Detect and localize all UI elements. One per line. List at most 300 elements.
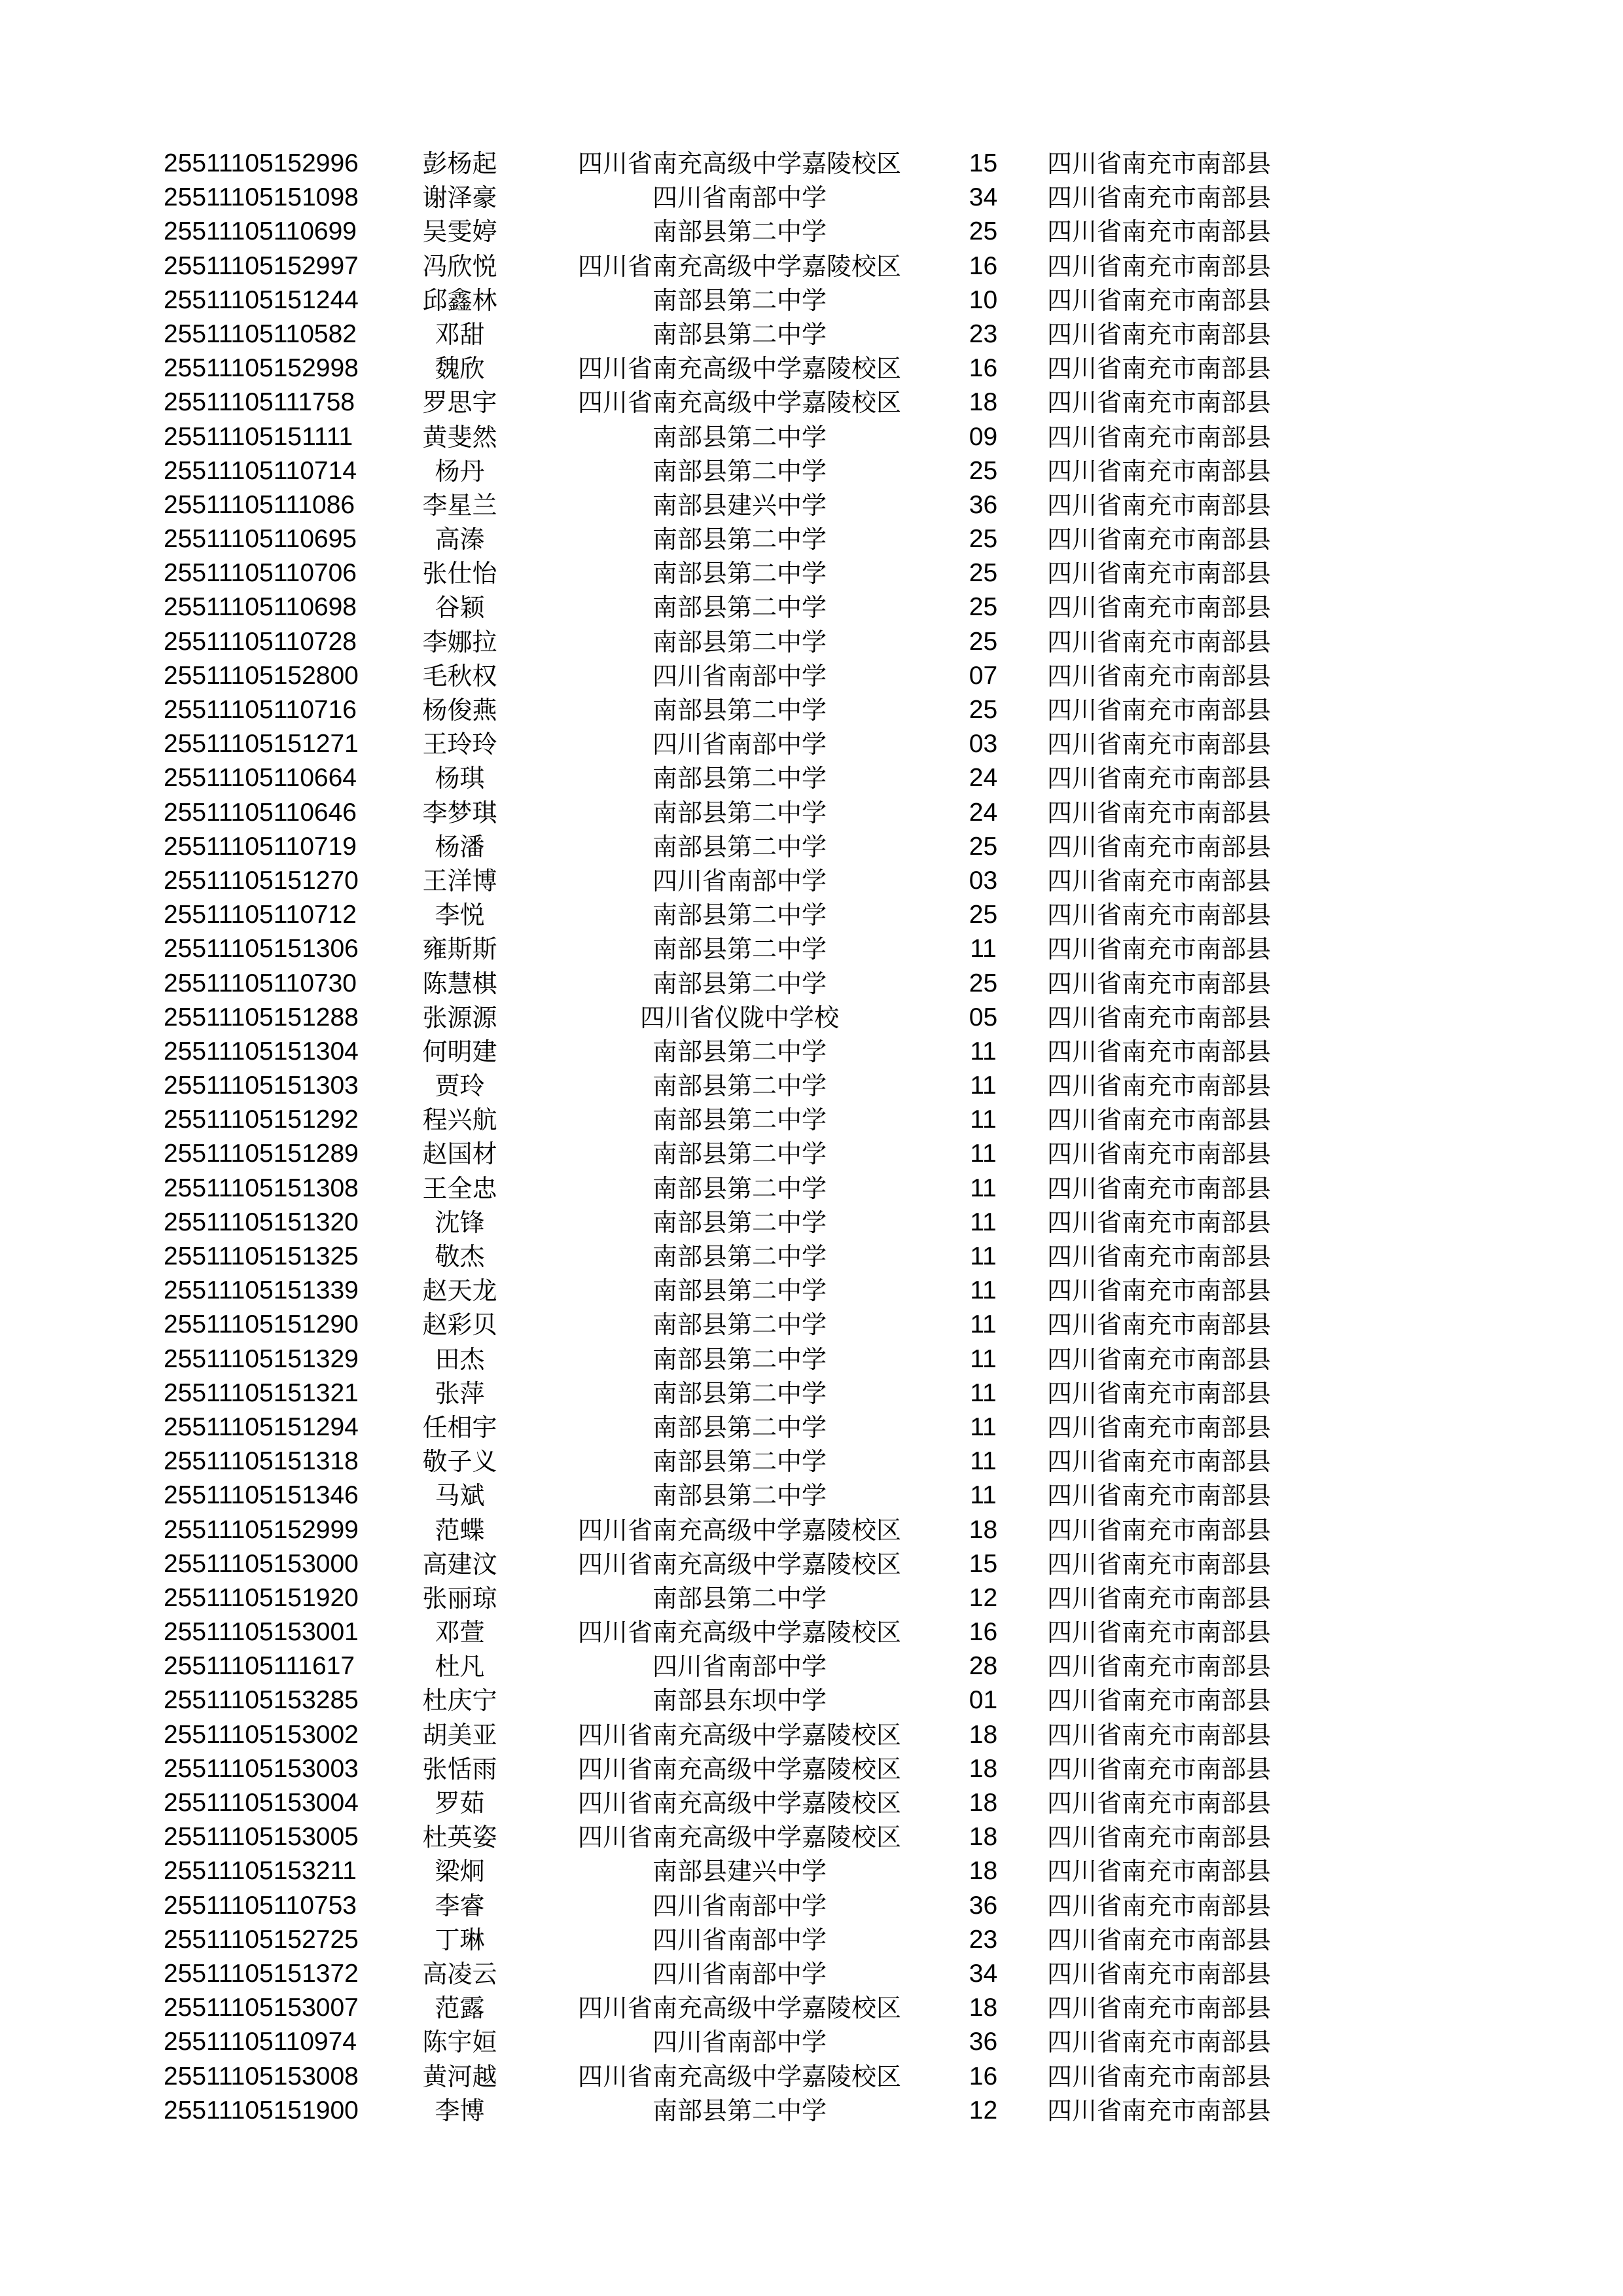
student-name-cell: 马斌 bbox=[435, 1481, 485, 1511]
class-code-cell: 34 bbox=[969, 183, 998, 212]
exam-id-cell: 25511105152998 bbox=[164, 354, 359, 383]
exam-id-cell: 25511105151325 bbox=[164, 1242, 359, 1270]
region-cell: 四川省南充市南部县 bbox=[1047, 1618, 1272, 1647]
region-cell: 四川省南充市南部县 bbox=[1047, 2028, 1272, 2057]
school-cell: 四川省南部中学 bbox=[652, 1891, 827, 1920]
region-cell: 四川省南充市南部县 bbox=[1047, 456, 1272, 486]
class-code-cell: 18 bbox=[969, 1789, 998, 1817]
school-cell: 四川省南部中学 bbox=[652, 730, 827, 759]
student-name-cell: 罗思宇 bbox=[422, 388, 497, 418]
class-code-cell: 11 bbox=[970, 1139, 997, 1168]
region-cell: 四川省南充市南部县 bbox=[1047, 1549, 1272, 1579]
student-name-cell: 邱鑫林 bbox=[422, 285, 497, 315]
school-cell: 四川省南充高级中学嘉陵校区 bbox=[577, 149, 901, 178]
student-name-cell: 张丽琼 bbox=[422, 1583, 497, 1613]
table-row bbox=[0, 1820, 1623, 1854]
table-row bbox=[0, 1991, 1623, 2025]
school-cell: 南部县建兴中学 bbox=[652, 1857, 827, 1886]
table-row bbox=[0, 215, 1623, 249]
region-cell: 四川省南充市南部县 bbox=[1047, 1652, 1272, 1681]
student-name-cell: 魏欣 bbox=[435, 354, 485, 384]
region-cell: 四川省南充市南部县 bbox=[1047, 1344, 1272, 1374]
student-name-cell: 范露 bbox=[435, 1994, 485, 2023]
student-name-cell: 毛秋权 bbox=[422, 661, 497, 691]
school-cell: 南部县第二中学 bbox=[652, 935, 827, 964]
school-cell: 四川省南充高级中学嘉陵校区 bbox=[577, 2062, 901, 2091]
table-row bbox=[0, 420, 1623, 454]
table-row bbox=[0, 761, 1623, 795]
class-code-cell: 11 bbox=[970, 1276, 997, 1305]
class-code-cell: 12 bbox=[969, 2096, 998, 2125]
student-name-cell: 黄河越 bbox=[422, 2062, 497, 2091]
class-code-cell: 23 bbox=[969, 319, 998, 348]
table-row bbox=[0, 1683, 1623, 1717]
class-code-cell: 11 bbox=[970, 1071, 997, 1100]
exam-id-cell: 25511105111758 bbox=[164, 388, 355, 417]
table-row bbox=[0, 454, 1623, 488]
student-name-cell: 何明建 bbox=[422, 1037, 497, 1066]
exam-id-cell: 25511105110712 bbox=[164, 901, 357, 929]
region-cell: 四川省南充市南部县 bbox=[1047, 1412, 1272, 1442]
school-cell: 南部县第二中学 bbox=[652, 1037, 827, 1066]
student-name-cell: 高建汶 bbox=[422, 1549, 497, 1579]
exam-id-cell: 25511105153005 bbox=[164, 1823, 359, 1852]
exam-id-cell: 25511105110664 bbox=[164, 764, 357, 793]
region-cell: 四川省南充市南部县 bbox=[1047, 1891, 1272, 1920]
region-cell: 四川省南充市南部县 bbox=[1047, 1276, 1272, 1306]
exam-id-cell: 25511105151290 bbox=[164, 1310, 359, 1339]
school-cell: 四川省仪陇中学校 bbox=[639, 1003, 839, 1032]
table-row bbox=[0, 1923, 1623, 1957]
student-name-cell: 赵国材 bbox=[422, 1139, 497, 1169]
student-name-cell: 张源源 bbox=[422, 1003, 497, 1032]
student-name-cell: 杨俊燕 bbox=[422, 696, 497, 725]
exam-id-cell: 25511105110698 bbox=[164, 593, 357, 622]
region-cell: 四川省南充市南部县 bbox=[1047, 1378, 1272, 1408]
class-code-cell: 01 bbox=[969, 1686, 998, 1715]
student-name-cell: 敬杰 bbox=[435, 1242, 485, 1271]
school-cell: 四川省南充高级中学嘉陵校区 bbox=[577, 1789, 901, 1818]
region-cell: 四川省南充市南部县 bbox=[1047, 149, 1272, 178]
exam-id-cell: 25511105151372 bbox=[164, 1959, 359, 1988]
school-cell: 南部县第二中学 bbox=[652, 1105, 827, 1135]
exam-id-cell: 25511105153003 bbox=[164, 1754, 359, 1783]
exam-id-cell: 25511105151900 bbox=[164, 2096, 359, 2125]
student-name-cell: 邓甜 bbox=[435, 319, 485, 349]
table-row bbox=[0, 1854, 1623, 1888]
class-code-cell: 11 bbox=[970, 1344, 997, 1373]
school-cell: 南部县第二中学 bbox=[652, 1310, 827, 1340]
region-cell: 四川省南充市南部县 bbox=[1047, 422, 1272, 452]
region-cell: 四川省南充市南部县 bbox=[1047, 251, 1272, 281]
table-row bbox=[0, 1410, 1623, 1444]
school-cell: 南部县第二中学 bbox=[652, 1071, 827, 1101]
region-cell: 四川省南充市南部县 bbox=[1047, 525, 1272, 554]
class-code-cell: 36 bbox=[969, 1891, 998, 1920]
school-cell: 南部县第二中学 bbox=[652, 456, 827, 486]
table-row bbox=[0, 556, 1623, 590]
student-name-cell: 王全忠 bbox=[422, 1174, 497, 1203]
student-name-cell: 杨琪 bbox=[435, 764, 485, 793]
class-code-cell: 18 bbox=[969, 388, 998, 417]
school-cell: 南部县第二中学 bbox=[652, 2096, 827, 2125]
student-name-cell: 冯欣悦 bbox=[422, 251, 497, 281]
region-cell: 四川省南充市南部县 bbox=[1047, 1037, 1272, 1066]
exam-id-cell: 25511105110753 bbox=[164, 1891, 357, 1920]
table-row bbox=[0, 1035, 1623, 1069]
table-row bbox=[0, 1752, 1623, 1786]
exam-id-cell: 25511105110716 bbox=[164, 696, 357, 724]
student-name-cell: 程兴航 bbox=[422, 1105, 497, 1135]
school-cell: 南部县东坝中学 bbox=[652, 1686, 827, 1715]
student-name-cell: 杨丹 bbox=[435, 456, 485, 486]
class-code-cell: 16 bbox=[969, 251, 998, 280]
class-code-cell: 34 bbox=[969, 1959, 998, 1988]
class-code-cell: 11 bbox=[970, 1208, 997, 1236]
exam-id-cell: 25511105151321 bbox=[164, 1378, 359, 1407]
student-name-cell: 范蝶 bbox=[435, 1515, 485, 1545]
region-cell: 四川省南充市南部县 bbox=[1047, 969, 1272, 998]
table-row bbox=[0, 967, 1623, 1001]
table-row bbox=[0, 1547, 1623, 1581]
school-cell: 四川省南部中学 bbox=[652, 2028, 827, 2057]
class-code-cell: 18 bbox=[969, 1754, 998, 1783]
region-cell: 四川省南充市南部县 bbox=[1047, 490, 1272, 520]
class-code-cell: 03 bbox=[969, 866, 998, 895]
school-cell: 南部县第二中学 bbox=[652, 1447, 827, 1477]
school-cell: 四川省南充高级中学嘉陵校区 bbox=[577, 1823, 901, 1852]
region-cell: 四川省南充市南部县 bbox=[1047, 1174, 1272, 1203]
school-cell: 南部县第二中学 bbox=[652, 798, 827, 827]
exam-id-cell: 25511105151111 bbox=[164, 422, 353, 451]
student-name-cell: 张恬雨 bbox=[422, 1754, 497, 1784]
class-code-cell: 25 bbox=[969, 901, 998, 929]
region-cell: 四川省南充市南部县 bbox=[1047, 1208, 1272, 1237]
exam-id-cell: 25511105111617 bbox=[164, 1652, 355, 1681]
student-name-cell: 王玲玲 bbox=[422, 730, 497, 759]
exam-id-cell: 25511105152725 bbox=[164, 1925, 359, 1954]
table-row bbox=[0, 1137, 1623, 1171]
exam-id-cell: 25511105151920 bbox=[164, 1583, 359, 1612]
region-cell: 四川省南充市南部县 bbox=[1047, 354, 1272, 384]
exam-id-cell: 25511105153004 bbox=[164, 1789, 359, 1817]
table-row bbox=[0, 147, 1623, 181]
school-cell: 南部县第二中学 bbox=[652, 696, 827, 725]
class-code-cell: 15 bbox=[969, 149, 998, 177]
student-name-cell: 高溱 bbox=[435, 525, 485, 554]
student-name-cell: 陈宇姮 bbox=[422, 2028, 497, 2057]
exam-id-cell: 25511105151270 bbox=[164, 866, 359, 895]
student-name-cell: 杜庆宁 bbox=[422, 1686, 497, 1715]
table-row bbox=[0, 283, 1623, 317]
table-row bbox=[0, 1103, 1623, 1137]
exam-id-cell: 25511105153008 bbox=[164, 2062, 359, 2090]
student-name-cell: 谢泽豪 bbox=[422, 183, 497, 213]
class-code-cell: 25 bbox=[969, 593, 998, 622]
region-cell: 四川省南充市南部县 bbox=[1047, 1071, 1272, 1101]
school-cell: 四川省南部中学 bbox=[652, 661, 827, 691]
class-code-cell: 11 bbox=[970, 1378, 997, 1407]
exam-id-cell: 25511105110582 bbox=[164, 319, 357, 348]
student-name-cell: 王洋博 bbox=[422, 866, 497, 895]
table-row bbox=[0, 1889, 1623, 1923]
class-code-cell: 10 bbox=[969, 285, 998, 314]
class-code-cell: 25 bbox=[969, 525, 998, 554]
class-code-cell: 25 bbox=[969, 217, 998, 246]
class-code-cell: 12 bbox=[969, 1583, 998, 1612]
table-row bbox=[0, 1342, 1623, 1376]
class-code-cell: 25 bbox=[969, 559, 998, 588]
exam-id-cell: 25511105110695 bbox=[164, 525, 357, 554]
table-row bbox=[0, 693, 1623, 727]
table-row bbox=[0, 864, 1623, 898]
region-cell: 四川省南充市南部县 bbox=[1047, 935, 1272, 964]
exam-id-cell: 25511105151288 bbox=[164, 1003, 359, 1031]
class-code-cell: 24 bbox=[969, 764, 998, 793]
region-cell: 四川省南充市南部县 bbox=[1047, 1139, 1272, 1169]
region-cell: 四川省南充市南部县 bbox=[1047, 1754, 1272, 1784]
table-row bbox=[0, 2025, 1623, 2059]
exam-id-cell: 25511105151306 bbox=[164, 935, 359, 963]
student-name-cell: 李娜拉 bbox=[422, 627, 497, 656]
student-name-cell: 沈锋 bbox=[435, 1208, 485, 1237]
region-cell: 四川省南充市南部县 bbox=[1047, 1925, 1272, 1954]
region-cell: 四川省南充市南部县 bbox=[1047, 764, 1272, 793]
class-code-cell: 16 bbox=[969, 2062, 998, 2090]
exam-id-cell: 25511105110719 bbox=[164, 832, 357, 861]
class-code-cell: 25 bbox=[969, 627, 998, 656]
region-cell: 四川省南充市南部县 bbox=[1047, 1994, 1272, 2023]
table-row bbox=[0, 2094, 1623, 2128]
exam-id-cell: 25511105152999 bbox=[164, 1515, 359, 1544]
region-cell: 四川省南充市南部县 bbox=[1047, 1720, 1272, 1749]
exam-id-cell: 25511105153002 bbox=[164, 1720, 359, 1749]
school-cell: 四川省南部中学 bbox=[652, 866, 827, 895]
table-row bbox=[0, 351, 1623, 386]
student-name-cell: 黄斐然 bbox=[422, 422, 497, 452]
school-cell: 四川省南充高级中学嘉陵校区 bbox=[577, 1994, 901, 2023]
exam-id-cell: 25511105151292 bbox=[164, 1105, 359, 1134]
region-cell: 四川省南充市南部县 bbox=[1047, 1447, 1272, 1477]
class-code-cell: 36 bbox=[969, 2028, 998, 2056]
student-name-cell: 赵彩贝 bbox=[422, 1310, 497, 1340]
region-cell: 四川省南充市南部县 bbox=[1047, 798, 1272, 827]
school-cell: 四川省南充高级中学嘉陵校区 bbox=[577, 1754, 901, 1784]
exam-id-cell: 25511105151329 bbox=[164, 1344, 359, 1373]
exam-id-cell: 25511105110699 bbox=[164, 217, 357, 246]
school-cell: 南部县第二中学 bbox=[652, 627, 827, 656]
region-cell: 四川省南充市南部县 bbox=[1047, 730, 1272, 759]
table-row bbox=[0, 830, 1623, 864]
table-row bbox=[0, 317, 1623, 351]
student-name-cell: 张仕怡 bbox=[422, 559, 497, 588]
class-code-cell: 11 bbox=[970, 1105, 997, 1134]
table-row bbox=[0, 1001, 1623, 1035]
class-code-cell: 25 bbox=[969, 832, 998, 861]
table-row bbox=[0, 932, 1623, 966]
table-row bbox=[0, 625, 1623, 659]
student-name-cell: 罗茹 bbox=[435, 1789, 485, 1818]
class-code-cell: 25 bbox=[969, 969, 998, 997]
class-code-cell: 11 bbox=[970, 1174, 997, 1202]
region-cell: 四川省南充市南部县 bbox=[1047, 285, 1272, 315]
region-cell: 四川省南充市南部县 bbox=[1047, 1583, 1272, 1613]
table-row bbox=[0, 1615, 1623, 1649]
school-cell: 南部县第二中学 bbox=[652, 559, 827, 588]
school-cell: 南部县第二中学 bbox=[652, 1276, 827, 1306]
table-row bbox=[0, 1444, 1623, 1479]
school-cell: 四川省南部中学 bbox=[652, 1925, 827, 1954]
student-name-cell: 梁炯 bbox=[435, 1857, 485, 1886]
class-code-cell: 18 bbox=[969, 1823, 998, 1852]
school-cell: 四川省南充高级中学嘉陵校区 bbox=[577, 1720, 901, 1749]
student-name-cell: 邓萱 bbox=[435, 1618, 485, 1647]
region-cell: 四川省南充市南部县 bbox=[1047, 1310, 1272, 1340]
class-code-cell: 25 bbox=[969, 456, 998, 485]
class-code-cell: 16 bbox=[969, 354, 998, 383]
student-name-cell: 李悦 bbox=[435, 901, 485, 930]
exam-id-cell: 25511105151303 bbox=[164, 1071, 359, 1100]
class-code-cell: 05 bbox=[969, 1003, 998, 1031]
class-code-cell: 11 bbox=[970, 935, 997, 963]
school-cell: 四川省南充高级中学嘉陵校区 bbox=[577, 1549, 901, 1579]
school-cell: 南部县第二中学 bbox=[652, 1174, 827, 1203]
exam-id-cell: 25511105153001 bbox=[164, 1618, 359, 1647]
school-cell: 南部县第二中学 bbox=[652, 1378, 827, 1408]
school-cell: 四川省南充高级中学嘉陵校区 bbox=[577, 354, 901, 384]
exam-id-cell: 25511105151098 bbox=[164, 183, 359, 212]
student-name-cell: 李星兰 bbox=[422, 490, 497, 520]
exam-id-cell: 25511105153007 bbox=[164, 1994, 359, 2022]
student-name-cell: 杜英姿 bbox=[422, 1823, 497, 1852]
class-code-cell: 15 bbox=[969, 1549, 998, 1578]
exam-id-cell: 25511105151244 bbox=[164, 285, 359, 314]
region-cell: 四川省南充市南部县 bbox=[1047, 1105, 1272, 1135]
table-row bbox=[0, 1069, 1623, 1103]
region-cell: 四川省南充市南部县 bbox=[1047, 627, 1272, 656]
school-cell: 南部县第二中学 bbox=[652, 1583, 827, 1613]
region-cell: 四川省南充市南部县 bbox=[1047, 388, 1272, 418]
class-code-cell: 11 bbox=[970, 1242, 997, 1270]
exam-id-cell: 25511105110714 bbox=[164, 456, 357, 485]
table-row bbox=[0, 386, 1623, 420]
table-row bbox=[0, 1274, 1623, 1308]
student-name-cell: 雍斯斯 bbox=[422, 935, 497, 964]
student-name-cell: 李睿 bbox=[435, 1891, 485, 1920]
region-cell: 四川省南充市南部县 bbox=[1047, 1242, 1272, 1271]
exam-id-cell: 25511105152800 bbox=[164, 661, 359, 690]
table-row bbox=[0, 1649, 1623, 1683]
region-cell: 四川省南充市南部县 bbox=[1047, 1857, 1272, 1886]
school-cell: 南部县第二中学 bbox=[652, 217, 827, 247]
school-cell: 四川省南充高级中学嘉陵校区 bbox=[577, 1618, 901, 1647]
exam-id-cell: 25511105110706 bbox=[164, 559, 357, 588]
exam-id-cell: 25511105151320 bbox=[164, 1208, 359, 1236]
school-cell: 南部县第二中学 bbox=[652, 764, 827, 793]
class-code-cell: 11 bbox=[970, 1037, 997, 1066]
table-row bbox=[0, 1957, 1623, 1991]
school-cell: 南部县第二中学 bbox=[652, 832, 827, 861]
exam-id-cell: 25511105151339 bbox=[164, 1276, 359, 1305]
student-name-cell: 吴雯婷 bbox=[422, 217, 497, 247]
school-cell: 南部县第二中学 bbox=[652, 969, 827, 998]
school-cell: 四川省南部中学 bbox=[652, 1959, 827, 1988]
student-name-cell: 胡美亚 bbox=[422, 1720, 497, 1749]
school-cell: 南部县第二中学 bbox=[652, 1139, 827, 1169]
exam-id-cell: 25511105151271 bbox=[164, 730, 359, 759]
region-cell: 四川省南充市南部县 bbox=[1047, 1686, 1272, 1715]
student-name-cell: 丁琳 bbox=[435, 1925, 485, 1954]
region-cell: 四川省南充市南部县 bbox=[1047, 2096, 1272, 2125]
class-code-cell: 11 bbox=[970, 1412, 997, 1441]
class-code-cell: 18 bbox=[969, 1994, 998, 2022]
class-code-cell: 25 bbox=[969, 696, 998, 724]
region-cell: 四川省南充市南部县 bbox=[1047, 832, 1272, 861]
table-row bbox=[0, 796, 1623, 830]
exam-id-cell: 25511105111086 bbox=[164, 490, 355, 519]
student-name-cell: 张萍 bbox=[435, 1378, 485, 1408]
table-row bbox=[0, 1786, 1623, 1820]
exam-id-cell: 25511105110974 bbox=[164, 2028, 357, 2056]
school-cell: 南部县第二中学 bbox=[652, 593, 827, 622]
table-row bbox=[0, 1308, 1623, 1342]
table-row bbox=[0, 590, 1623, 624]
school-cell: 南部县第二中学 bbox=[652, 1242, 827, 1271]
school-cell: 南部县第二中学 bbox=[652, 901, 827, 930]
class-code-cell: 16 bbox=[969, 1618, 998, 1647]
class-code-cell: 03 bbox=[969, 730, 998, 759]
class-code-cell: 24 bbox=[969, 798, 998, 827]
student-name-cell: 陈慧棋 bbox=[422, 969, 497, 998]
roster-table bbox=[0, 147, 1623, 2128]
school-cell: 南部县第二中学 bbox=[652, 525, 827, 554]
region-cell: 四川省南充市南部县 bbox=[1047, 1789, 1272, 1818]
school-cell: 四川省南部中学 bbox=[652, 1652, 827, 1681]
table-row bbox=[0, 1172, 1623, 1206]
school-cell: 南部县第二中学 bbox=[652, 1344, 827, 1374]
region-cell: 四川省南充市南部县 bbox=[1047, 1823, 1272, 1852]
school-cell: 南部县第二中学 bbox=[652, 1208, 827, 1237]
table-row bbox=[0, 1240, 1623, 1274]
exam-id-cell: 25511105151318 bbox=[164, 1447, 359, 1476]
table-row bbox=[0, 1718, 1623, 1752]
table-row bbox=[0, 898, 1623, 932]
region-cell: 四川省南充市南部县 bbox=[1047, 696, 1272, 725]
exam-id-cell: 25511105151294 bbox=[164, 1412, 359, 1441]
region-cell: 四川省南充市南部县 bbox=[1047, 319, 1272, 349]
school-cell: 南部县第二中学 bbox=[652, 422, 827, 452]
student-name-cell: 李梦琪 bbox=[422, 798, 497, 827]
table-row bbox=[0, 488, 1623, 522]
class-code-cell: 07 bbox=[969, 661, 998, 690]
region-cell: 四川省南充市南部县 bbox=[1047, 1959, 1272, 1988]
class-code-cell: 11 bbox=[970, 1310, 997, 1339]
school-cell: 四川省南充高级中学嘉陵校区 bbox=[577, 1515, 901, 1545]
exam-id-cell: 25511105110728 bbox=[164, 627, 357, 656]
class-code-cell: 28 bbox=[969, 1652, 998, 1681]
school-cell: 南部县建兴中学 bbox=[652, 490, 827, 520]
exam-id-cell: 25511105153285 bbox=[164, 1686, 359, 1715]
table-row bbox=[0, 1376, 1623, 1410]
table-row bbox=[0, 1513, 1623, 1547]
student-name-cell: 赵天龙 bbox=[422, 1276, 497, 1306]
region-cell: 四川省南充市南部县 bbox=[1047, 1515, 1272, 1545]
student-name-cell: 杜凡 bbox=[435, 1652, 485, 1681]
student-name-cell: 谷颖 bbox=[435, 593, 485, 622]
school-cell: 四川省南部中学 bbox=[652, 183, 827, 213]
exam-id-cell: 25511105110646 bbox=[164, 798, 357, 827]
exam-id-cell: 25511105153211 bbox=[164, 1857, 357, 1886]
